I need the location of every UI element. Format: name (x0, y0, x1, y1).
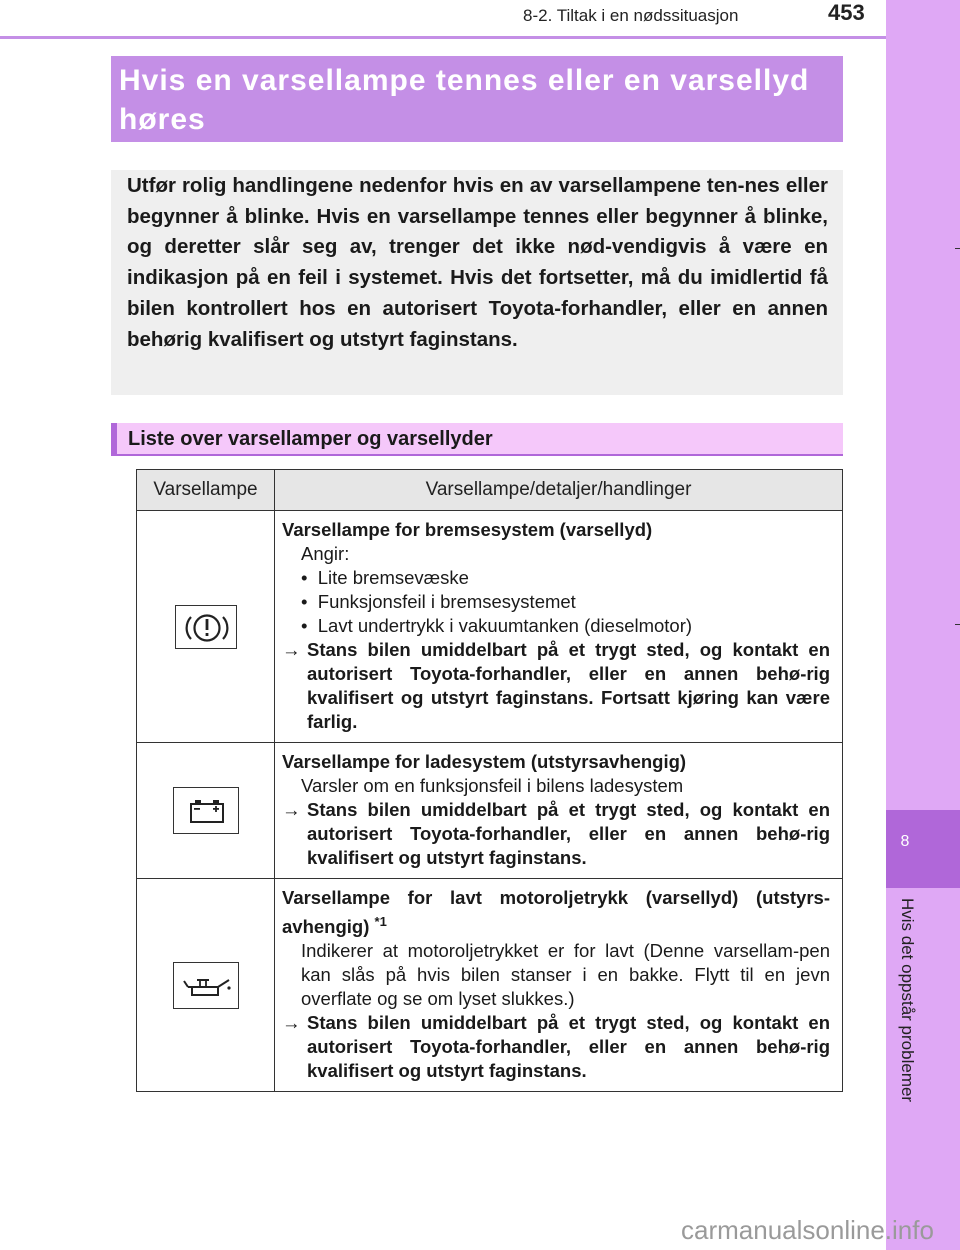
crop-mark (955, 248, 960, 249)
oil-pressure-icon (173, 962, 239, 1009)
arrow-icon: → (282, 1012, 301, 1034)
table-row (137, 743, 843, 879)
brake-warning-icon (175, 605, 237, 649)
list-item: • Lavt undertrykk i vakuumtanken (dieselmotor) (301, 615, 693, 636)
lamp-description: Angir: (301, 543, 350, 564)
chapter-title: Hvis det oppstår problemer (898, 898, 917, 1103)
table-row (137, 879, 843, 1092)
arrow-icon: → (282, 639, 301, 660)
list-item: • Funksjonsfeil i bremsesystemet (301, 591, 576, 612)
warning-table (136, 469, 843, 1092)
details-cell (275, 511, 843, 743)
subheading: Liste over varsellamper og varsellyder (128, 428, 493, 450)
page-number: 453 (828, 0, 865, 25)
details-cell (275, 879, 843, 1092)
column-header-lamp: Varsellampe (137, 470, 275, 511)
page-title: Hvis en varsellampe tennes eller en varsellyd høres (119, 64, 810, 136)
icon-cell (137, 511, 275, 743)
action-instruction: → Stans bilen umiddelbart på et trygt sted, og kontakt en autorisert Toyota-forhandler, eller en annen behø-rig kvalifisert og utstyrt faginstans. (282, 799, 830, 868)
icon-cell (137, 879, 275, 1092)
lamp-description: Varsler om en funksjonsfeil i bilens ladesystem (301, 775, 684, 796)
action-instruction: → Stans bilen umiddelbart på et trygt sted, og kontakt en autorisert Toyota-forhandler, eller en annen behø-rig kvalifisert og utstyrt faginstans. Fortsatt kjøring kan være farlig. (282, 639, 830, 732)
icon-cell (137, 743, 275, 879)
header-rule (0, 36, 886, 39)
crop-mark (955, 624, 960, 625)
section-header: 8-2. Tiltak i en nødssituasjon (523, 6, 739, 25)
footnote-marker: *1 (374, 914, 387, 929)
intro-paragraph: Utfør rolig handlingene nedenfor hvis en av varsellampene ten-nes eller begynner å blinke. Hvis en varsellampe tennes eller begynner å blinke, og deretter slår seg av, trenger det ikke nød-vendigvis å være en indikasjon på en feil i systemet. Hvis det fortsetter, må du imidlertid få bilen kontrollert hos en autorisert Toyota-forhandler, eller en annen behørig kvalifisert og utstyrt faginstans. (127, 174, 828, 351)
arrow-icon: → (282, 799, 301, 820)
battery-icon (173, 787, 239, 834)
table-header-row (137, 470, 843, 511)
lamp-title: Varsellampe for lavt motoroljetrykk (varsellyd) (utstyrs-avhengig) $^{*1}$ (282, 887, 830, 938)
lamp-description: Indikerer at motoroljetrykket er for lavt (Denne varsellam-pen kan slås på hvis bilen stanser i en bakke. Flytt til en jevn overflate og se om lyset slukkes.) (301, 940, 830, 1010)
table-row (137, 511, 843, 743)
column-header-details: Varsellampe/detaljer/handlinger (275, 470, 843, 511)
lamp-title: Varsellampe for bremsesystem (varsellyd) (282, 519, 653, 540)
action-instruction: → Stans bilen umiddelbart på et trygt sted, og kontakt en autorisert Toyota-forhandler, eller en annen behø-rig kvalifisert og utstyrt faginstans. (282, 1012, 830, 1082)
details-cell (275, 743, 843, 879)
watermark: carmanualsonline.info (681, 1215, 934, 1245)
lamp-title: Varsellampe for ladesystem (utstyrsavhengig) (282, 751, 687, 772)
chapter-number: 8 (900, 833, 910, 850)
list-item: • Lite bremsevæske (301, 567, 469, 588)
